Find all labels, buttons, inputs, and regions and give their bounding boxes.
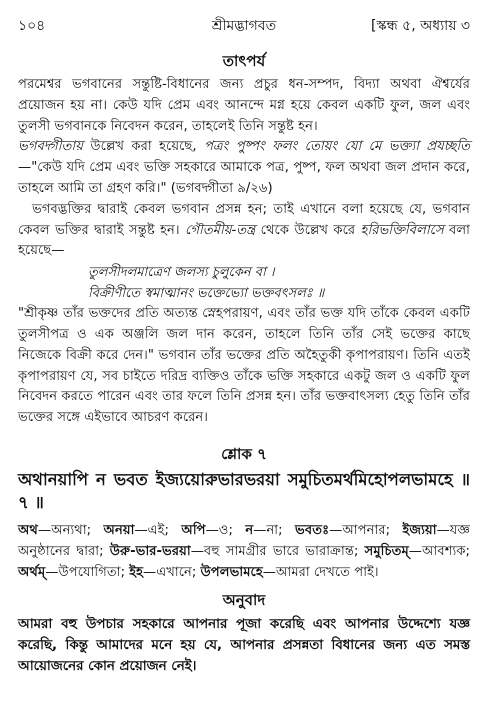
scripture-name: গৌতমীয়-তন্ত্র [184,222,256,238]
purport-text: বলা হয়েছে— [18,222,470,259]
synonym-meaning: এখানে; [156,564,201,580]
purport-text: থেকে উল্লেখ করে [255,222,361,238]
synonym-word: ভবতঃ [295,522,330,538]
sanskrit-quote: পত্রং পুষ্পং ফলং তোয়ং যো মে ভক্ত্যা প্রযচ্ছতি [203,139,470,155]
chapter-reference: [স্কন্ধ ৫, অধ্যায় ৩ [371,18,470,34]
quoted-verse-line-2: বিক্রীণীতে স্বমাত্মানং ভক্তেভ্যো ভক্তবৎসলঃ ॥ [88,286,325,302]
synonym-word: ইহ [129,564,143,580]
synonym-meaning: যজ্ঞ অনুষ্ঠানের দ্বারা; [18,522,470,559]
synonym-meaning: আপনার; [342,522,403,538]
synonym-word: সমুচিতম্ [364,543,409,559]
synonym-meaning: ও; [218,522,246,538]
synonym-meaning: অন্যথা; [51,522,104,538]
purport-paragraph-2 [18,137,470,199]
synonym-word: অপি [181,522,206,538]
scripture-name: হরিভক্তিবিলাসে [360,222,444,238]
purport-paragraph-3 [18,200,470,262]
purport-heading: তাৎপর্য [222,52,266,70]
synonym-word: অর্থম্ [18,564,46,580]
quoted-verse-line-1: তুলসীদলমাত্রেণ জলস্য চুলুকেন বা । [88,265,275,281]
translation-heading: অনুবাদ [222,590,266,609]
book-title: শ্রীমদ্ভাগবত [211,18,277,34]
synonym-word: ন [245,522,254,538]
page-number: ১০৪ [18,18,46,34]
synonym-word: ইজ্যয়া [402,522,437,538]
synonym-meaning: উপযোগিতা; [58,564,130,580]
purport-paragraph-4: "শ্রীকৃষ্ণ তাঁর ভক্তদের প্রতি অত্যন্ত স্নেহপরায়ণ, এবং তাঁর ভক্ত যদি তাঁকে কেবল একটি তুলসীপত্র ও এক অঞ্জলি জল দান করেন, তাহলে তিনি তাঁর সেই ভক্তের কাছে নিজেকে বিক্রী করে দেন।" ভগবান তাঁর ভক্তের প্রতি অহৈতুকী কৃপাপরায়ণ। তিনি এতই কৃপাপরায়ণ যে, সব চাইতে দরিদ্র ব্যক্তিও তাঁকে ভক্তি সহকারে একটু জল ও একটি ফুল নিবেদন করতে পারেন এবং তার ফলে তিনি প্রসন্ন হন। তাঁর ভক্তবাৎসল্য হেতু তিনি তাঁর ভক্তের সঙ্গে এইভাবে আচরণ করেন। [18,306,470,426]
page-header [18,14,470,36]
synonym-meaning: না; [266,522,296,538]
purport-text: —"কেউ যদি প্রেম এবং ভক্তি সহকারে আমাকে পত্র, পুষ্প, ফল অথবা জল প্রদান করে, তাহলে আমি তা গ্রহণ করি।" (ভগবদ্গীতা ৯/২৬) [18,160,470,196]
purport-text: উল্লেখ করা হয়েছে, [83,139,204,155]
synonym-word: উরু-ভার-ভরয়া [109,543,191,559]
scripture-name: ভগবদ্গীতায় [18,139,84,155]
book-page [18,14,470,677]
translation-text: আমরা বহু উপচার সহকারে আপনার পূজা করেছি এবং আপনার উদ্দেশ্যে যজ্ঞ করেছি, কিন্তু আমাদের মনে হয় যে, আপনার প্রসন্নতা বিধানের জন্য এত সমস্ত আয়োজনের কোন প্রয়োজন নেই। [18,616,470,674]
purport-text: ভগবদ্ভক্তির দ্বারাই কেবল ভগবান প্রসন্ন হন; তাই এখানে বলা হয়েছে যে, ভগবান কেবল ভক্তির দ্বারাই সন্তুষ্ট হন। [18,201,470,238]
synonym-word: অনয়া [103,522,135,538]
verse-heading: শ্লোক ৭ [221,444,267,463]
synonym-word: অথ [18,522,38,538]
purport-paragraph-1: পরমেশ্বর ভগবানের সন্তুষ্টি-বিধানের জন্য প্রচুর ধন-সম্পদ, বিদ্যা অথবা ঐশ্বর্যের প্রয়োজন হয় না। কেউ যদি প্রেম এবং আনন্দে মগ্ন হয়ে কেবল একটি ফুল, জল এবং তুলসী ভগবানকে নিবেদন করেন, তাহলেই তিনি সন্তুষ্ট হন। [18,77,470,134]
verse-text: অথানয়াপি ন ভবত ইজ্যয়োরুভারভরয়া সমুচিতমর্থমিহোপলভামহে ॥ ৭ ॥ [18,469,470,512]
synonym-meaning: আমরা দেখতে পাই। [275,564,379,580]
synonym-meaning: এই; [147,522,182,538]
synonym-meaning: বহু সামগ্রীর ভারে ভারাক্রান্ত; [203,543,365,559]
synonym-word: উপলভামহে [200,564,263,580]
synonym-meaning: আবশ্যক; [421,543,471,559]
synonyms: অথ—অন্যথা; অনয়া—এই; অপি—ও; ন—না; ভবতঃ—আপনার; ইজ্যয়া—যজ্ঞ অনুষ্ঠানের দ্বারা; উরু-ভার-ভরয়া—বহু সামগ্রীর ভারে ভারাক্রান্ত; সমুচিতম্—আবশ্যক; অর্থম্—উপযোগিতা; ইহ—এখানে; উপলভামহে—আমরা দেখতে পাই। [18,522,471,580]
